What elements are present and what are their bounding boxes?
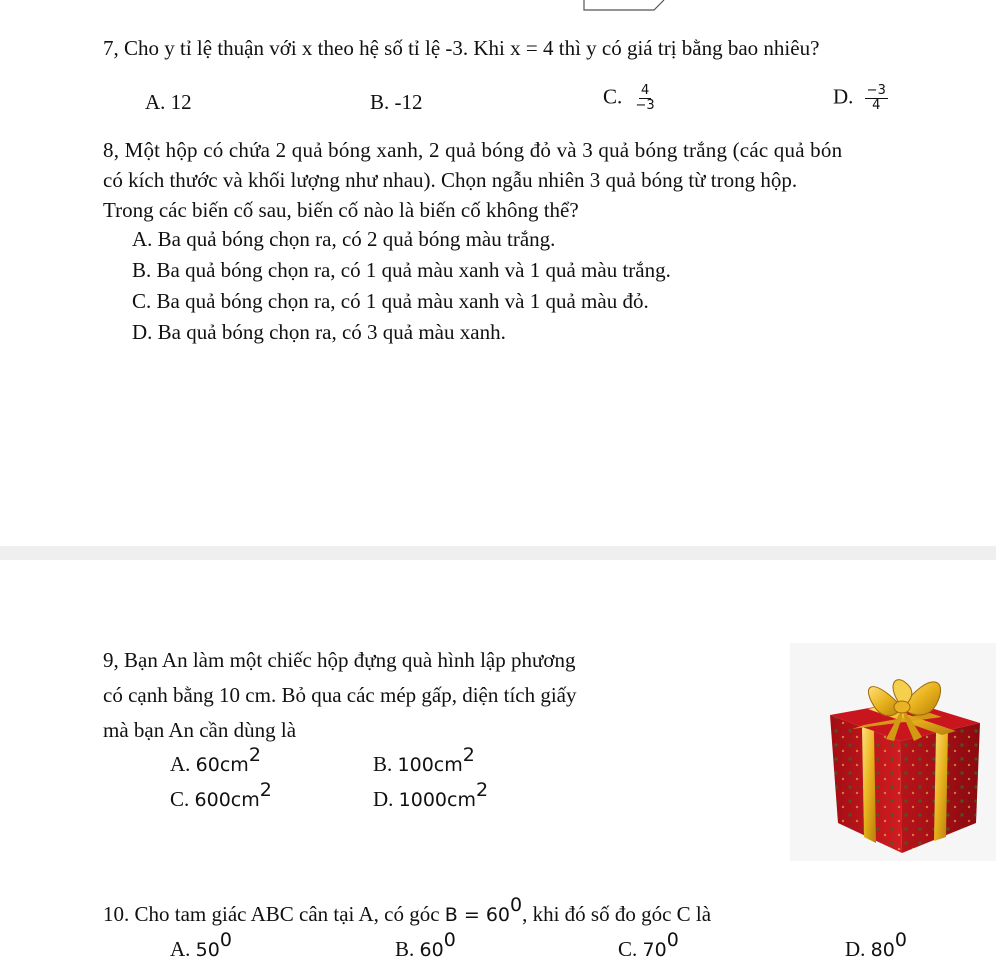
q9-option-d[interactable]: D. $1000cm^2$: [373, 779, 489, 811]
q8-question-line-2: có kích thước và khối lượng như nhau). Chọn ngẫu nhiên 3 quả bóng từ trong hộp.: [103, 168, 798, 192]
q9-question-line-2: có cạnh bằng 10 cm. Bỏ qua các mép gấp, diện tích giấy: [103, 683, 577, 707]
q10-option-a[interactable]: A. $50^0$: [170, 929, 232, 961]
page-break-band: [0, 546, 996, 560]
fraction: $\frac{4}{-3}$: [635, 83, 655, 113]
q9-option-c[interactable]: C. $600cm^2$: [170, 779, 272, 811]
q7-question: 7, Cho y tỉ lệ thuận với x theo hệ số tỉ lệ -3. Khi x = 4 thì y có giá trị bằng bao nhiêu?: [103, 36, 820, 60]
q8-option-d[interactable]: D. Ba quả bóng chọn ra, có 3 quả màu xanh.: [132, 320, 506, 344]
gift-box-image: [790, 643, 996, 861]
q9-question-line-1: 9, Bạn An làm một chiếc hộp đựng quà hình lập phương: [103, 648, 576, 672]
q7-option-a[interactable]: A. 12: [145, 90, 192, 114]
q8-question-line-1: 8, Một hộp có chứa 2 quả bóng xanh, 2 quả bóng đỏ và 3 quả bóng trắng (các quả bón: [103, 138, 843, 162]
cropped-figure-fragment: [580, 0, 670, 14]
q10-option-d[interactable]: D. $80^0$: [845, 929, 907, 961]
q7-option-b[interactable]: B. -12: [370, 90, 423, 114]
q9-option-b[interactable]: B. $100cm^2$: [373, 744, 475, 776]
q9-question-line-3: mà bạn An cần dùng là: [103, 718, 297, 742]
q8-option-b[interactable]: B. Ba quả bóng chọn ra, có 1 quả màu xanh và 1 quả màu trắng.: [132, 258, 671, 282]
q9-option-a[interactable]: A. $60cm^2$: [170, 744, 261, 776]
fraction: $\frac{-3}{4}$: [866, 83, 886, 113]
q10-option-b[interactable]: B. $60^0$: [395, 929, 456, 961]
q8-option-a[interactable]: A. Ba quả bóng chọn ra, có 2 quả bóng màu trắng.: [132, 227, 556, 251]
q10-question: 10. Cho tam giác ABC cân tại A, có góc $B = 60^0$, khi đó số đo góc C là: [103, 894, 712, 926]
q8-question-line-3: Trong các biến cố sau, biến cố nào là biến cố không thể?: [103, 198, 579, 222]
q10-option-c[interactable]: C. $70^0$: [618, 929, 679, 961]
q8-option-c[interactable]: C. Ba quả bóng chọn ra, có 1 quả màu xanh và 1 quả màu đỏ.: [132, 289, 649, 313]
q7-option-d[interactable]: D. $\frac{-3}{4}$: [833, 83, 886, 113]
q7-option-c[interactable]: C. $\frac{4}{-3}$: [603, 83, 655, 113]
